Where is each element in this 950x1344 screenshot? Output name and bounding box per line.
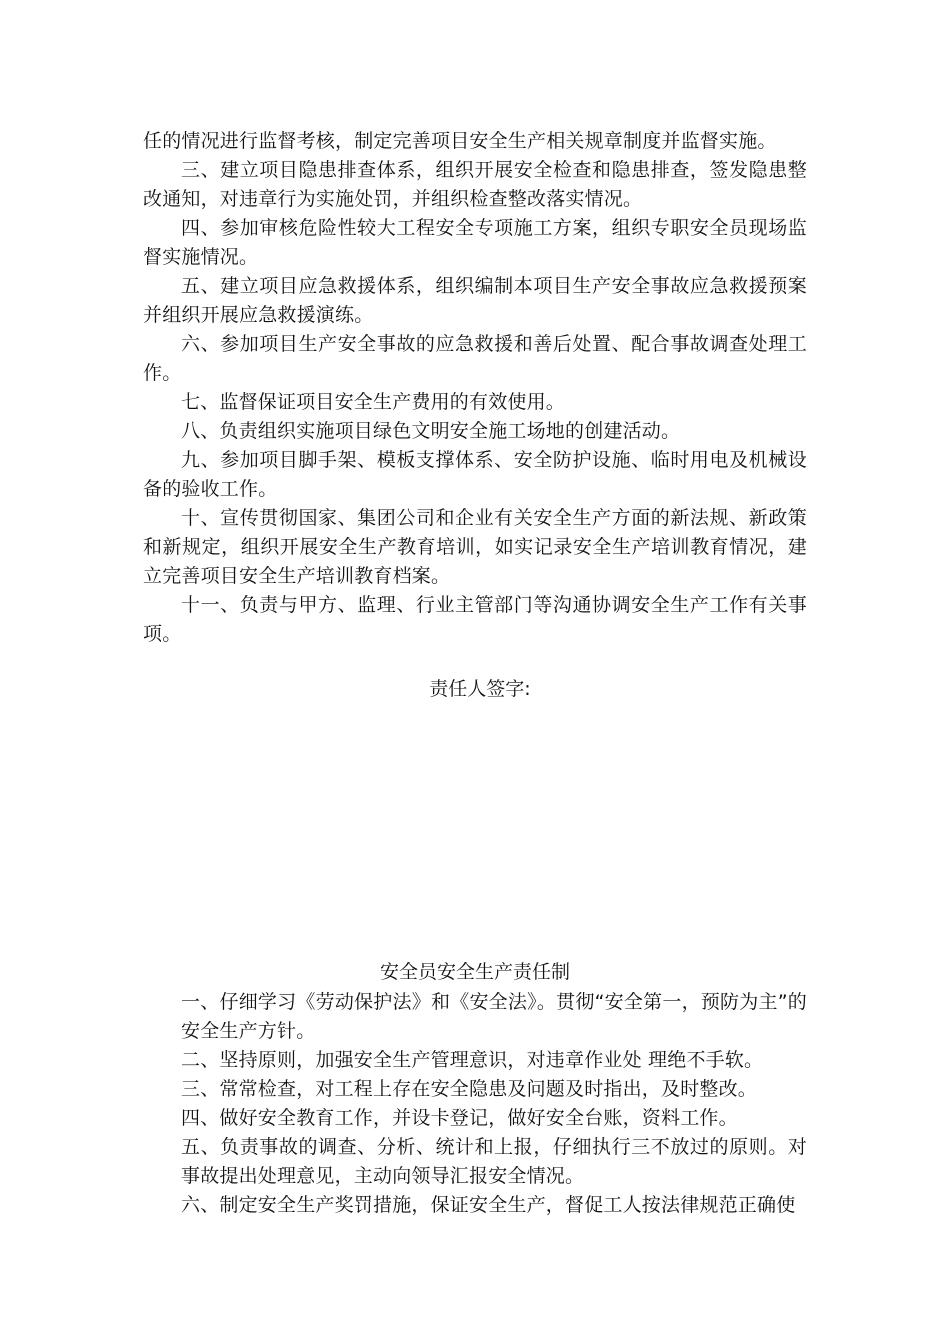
duty-item-5: 五、负责事故的调查、分析、统计和上报，仔细执行三不放过的原则。对事故提出处理意见，主动向领导汇报安全情况。 [181, 1136, 807, 1187]
paragraph-item-4: 四、参加审核危险性较大工程安全专项施工方案，组织专职安全员现场监督实施情况。 [143, 217, 807, 268]
paragraph-item-7: 七、监督保证项目安全生产费用的有效使用。 [181, 391, 566, 413]
duty-item-3: 三、常常检查，对工程上存在安全隐患及问题及时指出，及时整改。 [181, 1078, 758, 1100]
paragraph-item-9: 九、参加项目脚手架、模板支撑体系、安全防护设施、临时用电及机械设备的验收工作。 [143, 449, 807, 500]
paragraph-item-10: 十、宣传贯彻国家、集团公司和企业有关安全生产方面的新法规、新政策和新规定，组织开展安全生产教育培训，如实记录安全生产培训教育情况，建立完善项目安全生产培训教育档案。 [143, 507, 807, 587]
responsibility-list-continued [143, 127, 807, 649]
paragraph-continuation: 任的情况进行监督考核，制定完善项目安全生产相关规章制度并监督实施。 [143, 130, 777, 152]
safety-officer-duties-list [181, 988, 807, 1220]
section-title: 安全员安全生产责任制 [379, 961, 570, 983]
duty-item-4: 四、做好安全教育工作，并设卡登记，做好安全台账，资料工作。 [181, 1107, 738, 1129]
paragraph-item-11: 十一、负责与甲方、监理、行业主管部门等沟通协调安全生产工作有关事项。 [143, 594, 807, 645]
duty-item-2: 二、坚持原则，加强安全生产管理意识，对违章作业处 理绝不手软。 [181, 1049, 764, 1071]
paragraph-item-6: 六、参加项目生产安全事故的应急救援和善后处置、配合事故调查处理工作。 [143, 333, 807, 384]
paragraph-item-3: 三、建立项目隐患排查体系，组织开展安全检查和隐患排查，签发隐患整改通知，对违章行为实施处罚，并组织检查整改落实情况。 [143, 159, 807, 210]
duty-item-1: 一、仔细学习《劳动保护法》和《安全法》。贯彻“安全第一，预防为主”的安全生产方针。 [181, 991, 807, 1042]
paragraph-item-8: 八、负责组织实施项目绿色文明安全施工场地的创建活动。 [181, 420, 681, 442]
duty-item-6: 六、制定安全生产奖罚措施，保证安全生产，督促工人按法律规范正确使 [181, 1194, 796, 1216]
signature-line [0, 675, 950, 704]
paragraph-item-5: 五、建立项目应急救援体系，组织编制本项目生产安全事故应急救援预案并组织开展应急救援演练。 [143, 275, 807, 326]
signature-label: 责任人签字: [429, 678, 531, 700]
